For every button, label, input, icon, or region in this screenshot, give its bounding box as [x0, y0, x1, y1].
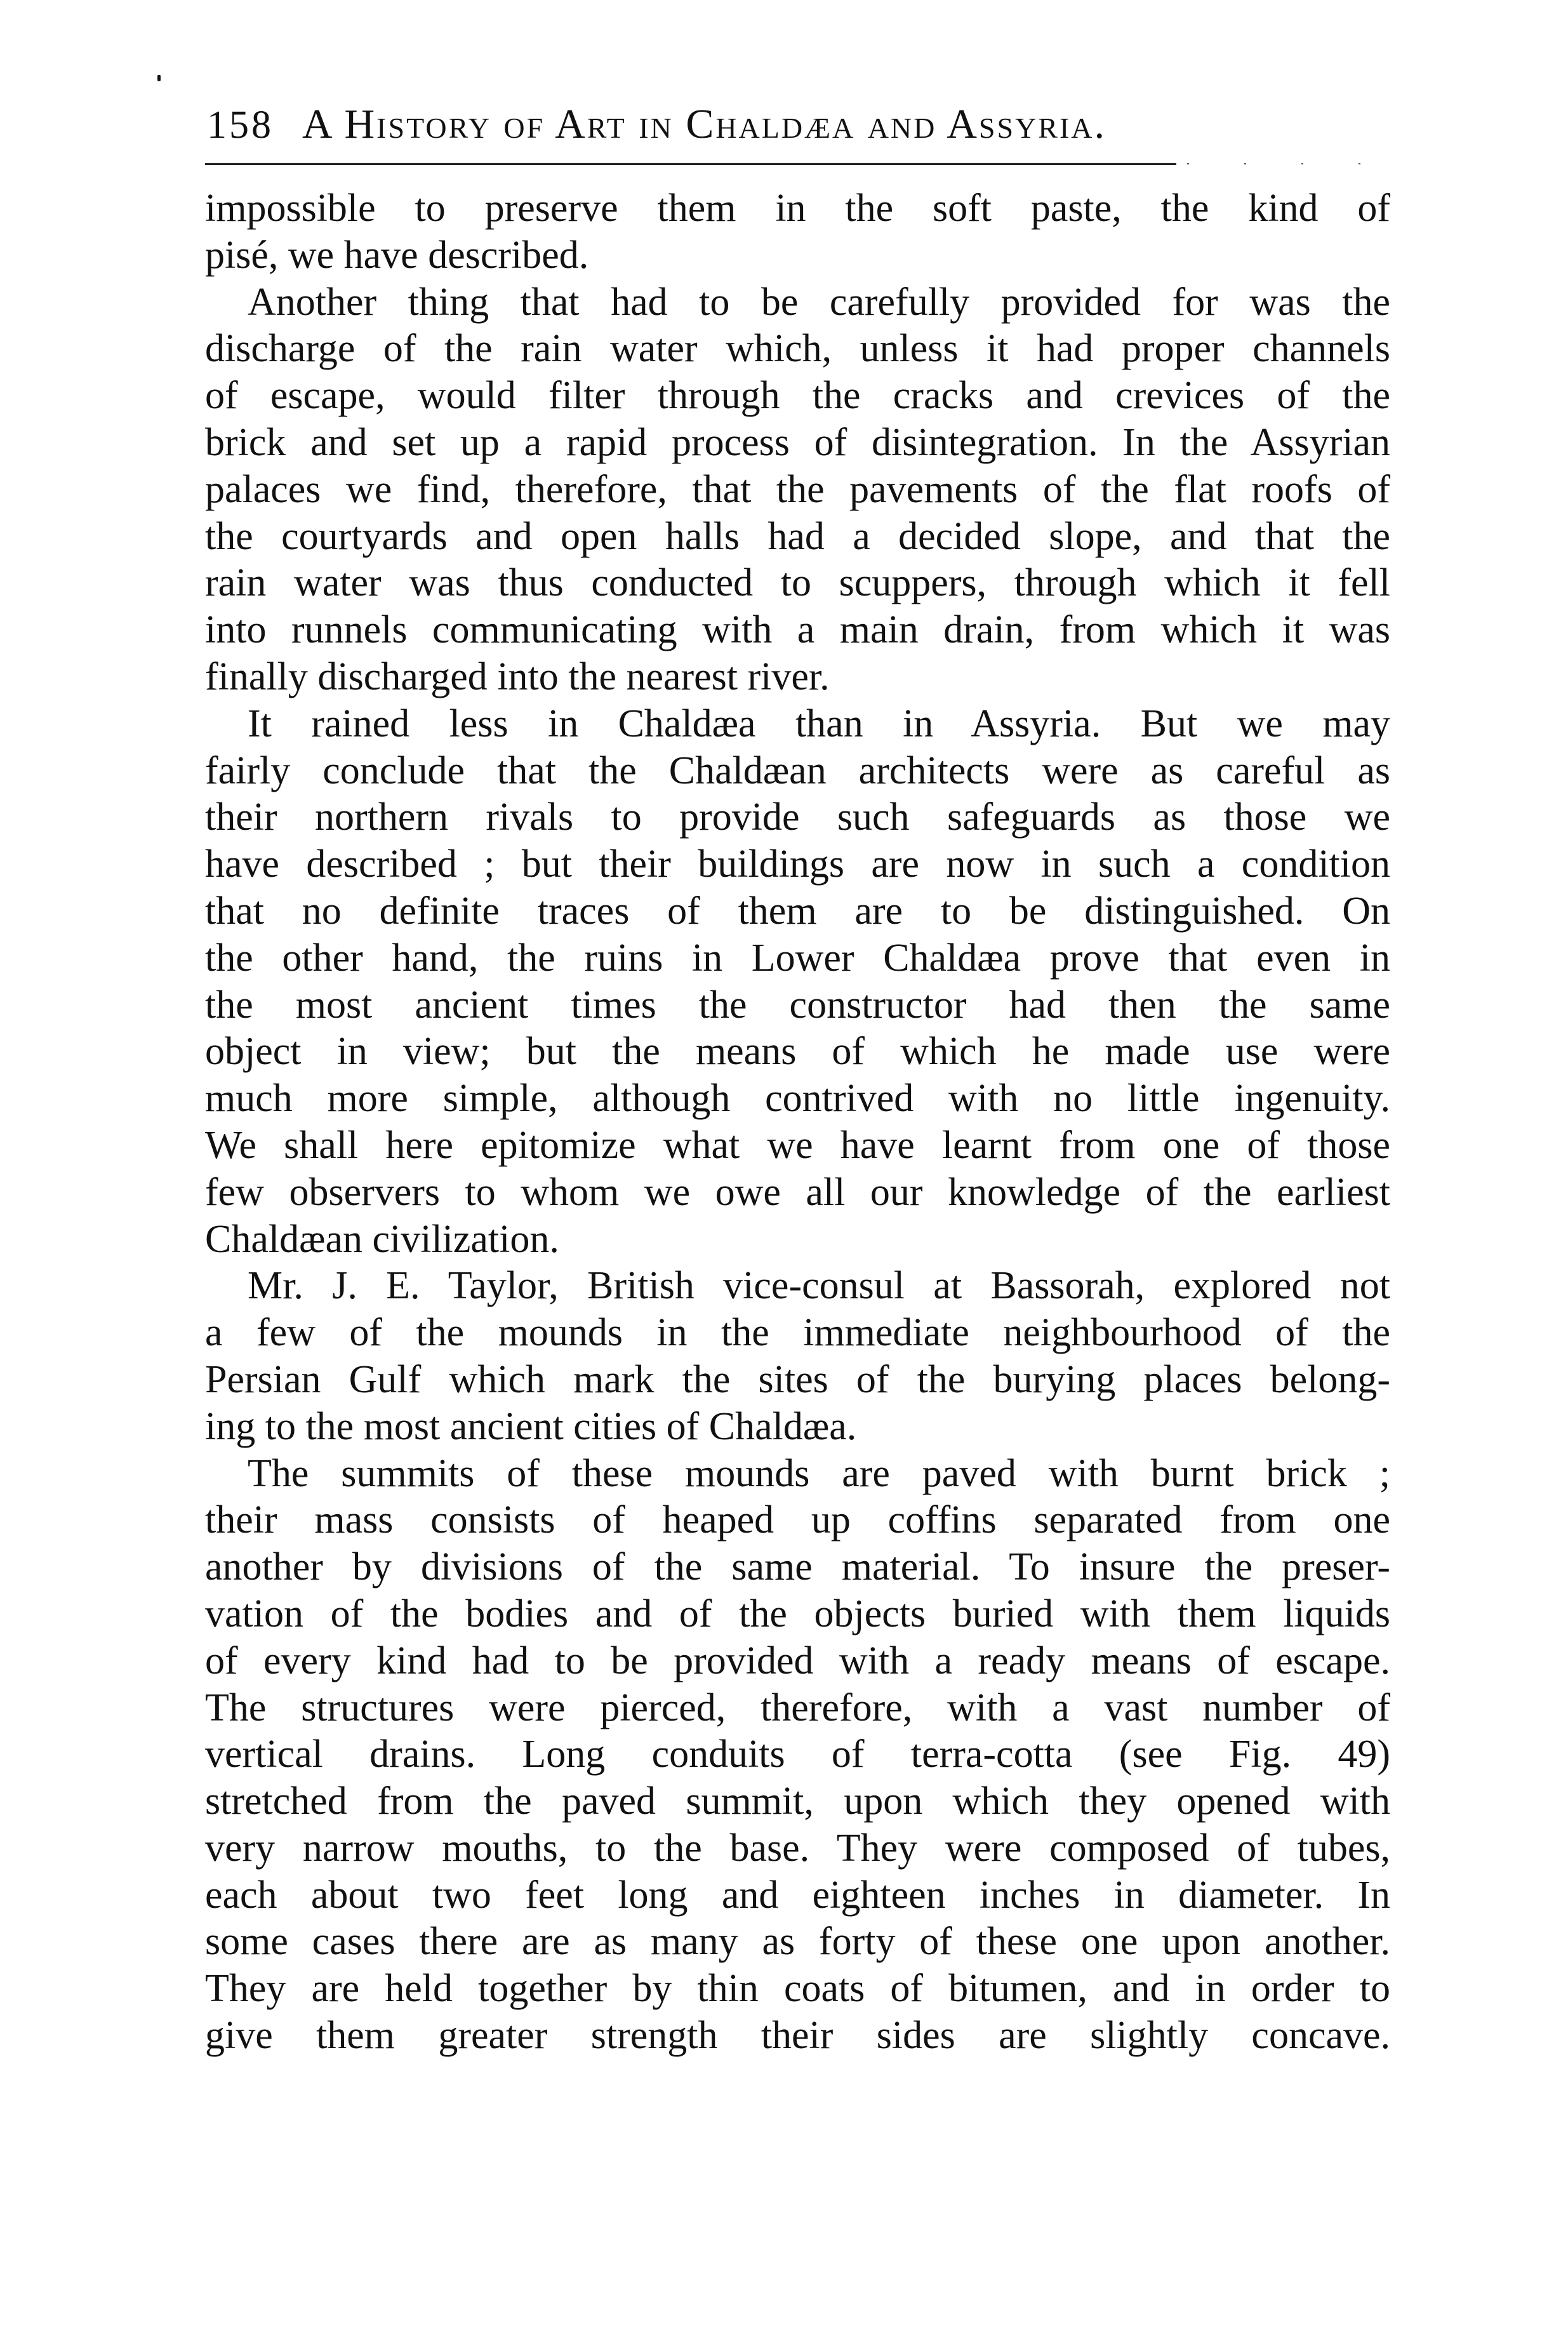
text-line: the other hand, the ruins in Lower Chaldæa prove that even in: [205, 936, 1390, 980]
text-line: have described ; but their buildings are now in such a condition: [205, 842, 1390, 886]
text-line: their northern rivals to provide such safeguards as those we: [205, 796, 1390, 839]
text-line: finally discharged into the nearest river.: [205, 655, 830, 698]
header-rule: [205, 163, 1176, 165]
header-rule-fragment: [1187, 163, 1390, 164]
text-line: of escape, would filter through the cracks and crevices of the: [205, 374, 1390, 418]
text-line: impossible to preserve them in the soft paste, the kind of: [205, 187, 1390, 230]
text-line: very narrow mouths, to the base. They were composed of tubes,: [205, 1826, 1390, 1870]
text-line: palaces we find, therefore, that the pavements of the flat roofs of: [205, 467, 1390, 511]
running-title: A History of Art in Chaldæa and Assyria.: [302, 101, 1107, 147]
text-line: another by divisions of the same material. To insure the preser-: [205, 1545, 1390, 1589]
scan-speck: [157, 75, 161, 81]
text-line: that no definite traces of them are to be distinguished. On: [205, 889, 1390, 933]
text-line: stretched from the paved summit, upon which they opened with: [205, 1780, 1390, 1823]
page-number: 158: [207, 103, 274, 147]
text-line: discharge of the rain water which, unless it had proper channels: [205, 327, 1390, 371]
text-line: Another thing that had to be carefully provided for was the: [248, 280, 1390, 324]
text-line: their mass consists of heaped up coffins separated from one: [205, 1498, 1390, 1542]
text-line: object in view; but the means of which he made use were: [205, 1030, 1390, 1074]
text-line: Chaldæan civilization.: [205, 1217, 559, 1261]
text-line: vertical drains. Long conduits of terra-cotta (see Fig. 49): [205, 1733, 1390, 1776]
text-line: vation of the bodies and of the objects buried with them liquids: [205, 1592, 1390, 1635]
text-line: The structures were pierced, therefore, with a vast number of: [205, 1686, 1390, 1729]
text-line: Mr. J. E. Taylor, British vice-consul at Bassorah, explored not: [248, 1264, 1390, 1308]
text-line: pisé, we have described.: [205, 233, 589, 277]
text-line: of every kind had to be provided with a ready means of escape.: [205, 1639, 1390, 1682]
text-line: The summits of these mounds are paved with burnt brick ;: [248, 1451, 1390, 1495]
text-line: the courtyards and open halls had a decided slope, and that the: [205, 514, 1390, 558]
text-line: much more simple, although contrived with no little ingenuity.: [205, 1077, 1390, 1121]
text-line: the most ancient times the constructor had then the same: [205, 983, 1390, 1027]
text-line: fairly conclude that the Chaldæan architects were as careful as: [205, 749, 1390, 792]
text-line: Persian Gulf which mark the sites of the burying places belong-: [205, 1357, 1390, 1401]
text-line: each about two feet long and eighteen inches in diameter. In: [205, 1873, 1390, 1917]
text-line: ing to the most ancient cities of Chaldæa.: [205, 1404, 857, 1448]
body-text: [205, 185, 1390, 2060]
text-line: give them greater strength their sides are slightly concave.: [205, 2014, 1390, 2058]
running-head: [207, 95, 1413, 146]
text-line: rain water was thus conducted to scuppers, through which it fell: [205, 561, 1390, 605]
text-line: few observers to whom we owe all our knowledge of the earliest: [205, 1170, 1390, 1214]
text-line: We shall here epitomize what we have learnt from one of those: [205, 1123, 1390, 1167]
text-line: some cases there are as many as forty of these one upon another.: [205, 1920, 1390, 1964]
text-line: brick and set up a rapid process of disintegration. In the Assyrian: [205, 420, 1390, 464]
text-line: into runnels communicating with a main drain, from which it was: [205, 608, 1390, 652]
text-line: It rained less in Chaldæa than in Assyria. But we may: [248, 702, 1390, 745]
text-line: They are held together by thin coats of bitumen, and in order to: [205, 1967, 1390, 2011]
text-line: a few of the mounds in the immediate neighbourhood of the: [205, 1311, 1390, 1355]
